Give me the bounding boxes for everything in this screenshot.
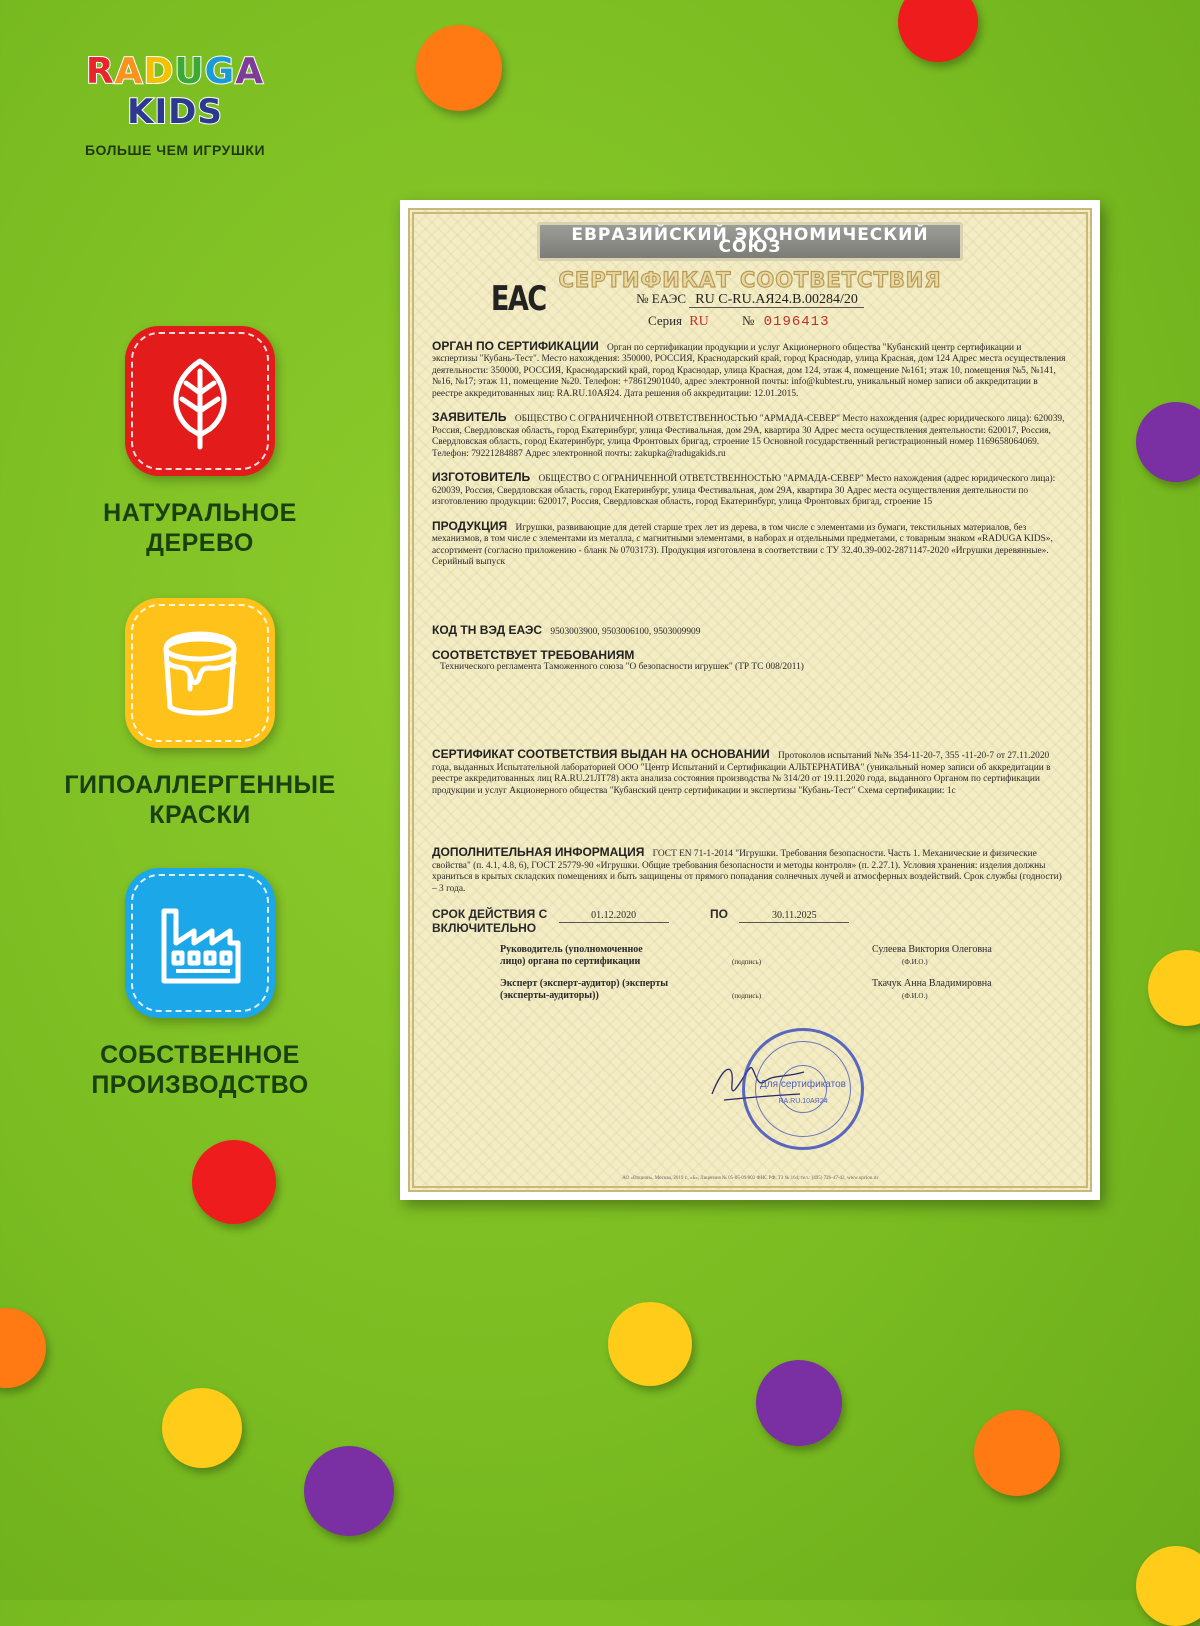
blank-number: 0196413 bbox=[763, 314, 830, 330]
blank-no-label: № bbox=[742, 313, 755, 328]
signature-expert bbox=[432, 978, 1068, 1004]
confetti-dot bbox=[1136, 402, 1200, 482]
stamp-code-text: RA.RU.10АЯ24 bbox=[778, 1098, 828, 1105]
confetti-dot bbox=[192, 1140, 276, 1224]
section-heading: КОД ТН ВЭД ЕАЭС bbox=[432, 622, 543, 637]
section-heading: ДОПОЛНИТЕЛЬНАЯ ИНФОРМАЦИЯ bbox=[432, 845, 645, 859]
valid-from-date: 01.12.2020 bbox=[559, 910, 669, 923]
section-text: ОБЩЕСТВО С ОГРАНИЧЕННОЙ ОТВЕТСТВЕННОСТЬЮ "АРМАДА-СЕВЕР" Место нахождения (адрес юридического лица): 620039, Россия, Свердловская область, город Екатеринбург, улица Фестивальная, дом 29А, квартира 30 Адрес места осуществления деятельности по изготовлению продукции: 620017, Россия, Свердловская область, город Екатеринбург, улица Фронтовых бригад, строение 15 bbox=[432, 474, 1056, 507]
logo-word-kids: KIDS bbox=[127, 92, 223, 132]
section-requirements bbox=[432, 650, 1068, 673]
valid-inclusive-label: ВКЛЮЧИТЕЛЬНО bbox=[432, 920, 537, 935]
section-text: Орган по сертификации продукции и услуг Акционерного общества "Кубанский центр сертификации и экспертизы "Кубань-Тест". Место нахождения: 350000, РОССИЯ, Краснодарский край, город Краснодар, улица Красная, дом 124 Адрес места осуществления деятельности: 350000, РОССИЯ, Краснодарский край, город Краснодар, улица Красная, дом 124, этаж 4, помещение №161; этаж 10, помещения №5, №141, №16, №17; этаж 11, помещение №20. Телефон: +78612901040, адрес электронной почты: info@kubtest.ru, уникальный номер записи об аккредитации в реестре аккредитованных лиц: RA.RU.10АЯ24. Дата решения об аккредитации: 12.01.2015. bbox=[432, 342, 1066, 399]
signature-head bbox=[432, 944, 1068, 970]
logo-word-raduga: RADUGA bbox=[85, 51, 265, 92]
series-value: RU bbox=[689, 314, 709, 329]
union-banner: ЕВРАЗИЙСКИЙ ЭКОНОМИЧЕСКИЙ СОЮЗ bbox=[537, 222, 963, 261]
feature-label-line: ГИПОАЛЛЕРГЕННЫЕ bbox=[64, 771, 336, 799]
paint-bucket-icon bbox=[150, 623, 250, 723]
fio-caption: (Ф.И.О.) bbox=[902, 992, 928, 1000]
spacer bbox=[432, 797, 1068, 835]
confetti-dot bbox=[1136, 1546, 1200, 1626]
eac-mark: ЕАС bbox=[490, 279, 546, 319]
feature-badge bbox=[125, 868, 275, 1018]
factory-icon bbox=[150, 893, 250, 993]
section-heading: ПРОДУКЦИЯ bbox=[432, 518, 508, 533]
section-text: Технического регламента Таможенного союза "О безопасности игрушек" (ТР ТС 008/2011) bbox=[440, 661, 804, 672]
section-heading: СООТВЕТСТВУЕТ ТРЕБОВАНИЯМ bbox=[432, 648, 635, 662]
confetti-dot bbox=[974, 1410, 1060, 1496]
valid-to-label: ПО bbox=[709, 907, 728, 921]
feature-label bbox=[30, 1040, 370, 1100]
certification-stamp bbox=[742, 1028, 864, 1150]
confetti-dot bbox=[898, 0, 978, 62]
feature-badge bbox=[125, 326, 275, 476]
printer-footer: АО «Опцион», Москва, 2019 г., «Б», Лицензия № 05-05-09/003 ФНС РФ, ТЗ № 164; тел.: (495) 726-47-42, www.opcion.ru bbox=[622, 1175, 878, 1181]
stamp-graphic bbox=[745, 1031, 861, 1147]
section-text: ОБЩЕСТВО С ОГРАНИЧЕННОЙ ОТВЕТСТВЕННОСТЬЮ "АРМАДА-СЕВЕР" Место нахождения (адрес юридического лица): 620039, Россия, Свердловская область, город Екатеринбург, улица Фестивальная, дом 29А, квартира 30 Адрес места осуществления деятельности: 620017, Россия, Свердловская область, город Екатеринбург, улица Фронтовых бригад, строение 15 Основной государственный регистрационный номер 1169658064069. Телефон: 79221284887 Адрес электронной почты: zakupka@radugakids.ru bbox=[432, 414, 1065, 459]
spacer bbox=[432, 569, 1068, 613]
section-hs-code bbox=[432, 622, 1068, 639]
signature-caption: (подпись) bbox=[732, 992, 762, 1000]
number-label: № ЕАЭС bbox=[636, 290, 687, 306]
feature-label-line: ДЕРЕВО bbox=[146, 529, 254, 557]
feature-label-line: СОБСТВЕННОЕ bbox=[100, 1041, 300, 1069]
section-manufacturer bbox=[432, 472, 1068, 509]
feature-own-production bbox=[30, 868, 370, 1100]
signer-role: Эксперт (эксперт-аудитор) (эксперты (эксперты-аудиторы)) bbox=[500, 978, 669, 1001]
signer-name: Ткачук Анна Владимировна bbox=[872, 978, 992, 989]
section-text: 9503003900, 9503006100, 9503009909 bbox=[550, 626, 701, 637]
section-heading: СЕРТИФИКАТ СООТВЕТСТВИЯ ВЫДАН НА ОСНОВАНИИ bbox=[432, 747, 770, 761]
brand-tagline: БОЛЬШЕ ЧЕМ ИГРУШКИ bbox=[84, 142, 266, 158]
feature-label-line: НАТУРАЛЬНОЕ bbox=[103, 499, 297, 527]
spacer bbox=[432, 673, 1068, 737]
section-certification-body bbox=[432, 338, 1068, 401]
feature-label bbox=[30, 770, 370, 830]
valid-to-date: 30.11.2025 bbox=[739, 910, 849, 923]
confetti-dot bbox=[162, 1388, 242, 1468]
series-line bbox=[648, 315, 1068, 329]
signer-name: Сулеева Виктория Олеговна bbox=[872, 944, 992, 955]
section-applicant bbox=[432, 412, 1068, 460]
valid-from-label: СРОК ДЕЙСТВИЯ С bbox=[432, 907, 548, 921]
series-label: Серия bbox=[648, 313, 683, 328]
fio-caption: (Ф.И.О.) bbox=[902, 958, 928, 966]
section-basis bbox=[432, 749, 1068, 797]
certificate-number: RU C-RU.АЯ24.В.00284/20 bbox=[689, 292, 864, 308]
certificate-title: СЕРТИФИКАТ СООТВЕТСТВИЯ bbox=[558, 268, 942, 292]
section-heading: ОРГАН ПО СЕРТИФИКАЦИИ bbox=[432, 338, 599, 353]
validity-period bbox=[432, 909, 1068, 934]
confetti-dot bbox=[304, 1446, 394, 1536]
section-text: ГОСТ EN 71-1-2014 "Игрушки. Требования безопасности. Часть 1. Механические и физические свойства" (п. 4.1, 4.8, 6), ГОСТ 25779-90 «Игрушки. Общие требования безопасности и методы контроля» (п. 2.27.1). Условия хранения: изделия должны храниться в крытых складских помещениях и быть защищены от прямого попадания солнечных лучей и атмосферных воздействий. Срок службы (годности) – 3 года. bbox=[432, 849, 1062, 894]
leaf-icon bbox=[150, 351, 250, 451]
confetti-dot bbox=[756, 1360, 842, 1446]
section-product bbox=[432, 518, 1068, 569]
signature-caption: (подпись) bbox=[732, 958, 762, 966]
confetti-dot bbox=[0, 1308, 46, 1388]
stamp-inner-text: Для сертификатов bbox=[760, 1079, 846, 1090]
brand-logo bbox=[60, 52, 290, 158]
feature-label-line: КРАСКИ bbox=[149, 801, 251, 829]
feature-label-line: ПРОИЗВОДСТВО bbox=[91, 1071, 309, 1099]
section-text: Игрушки, развивающие для детей старше трех лет из дерева, в том числе с элементами из бумаги, текстильных материалов, без механизмов, в том числе с элементами из металла, с магнитными элементами, в наборах и отдельными предметами, с товарным знаком «RADUGA KIDS», ассортимент (согласно приложению - бланк № 0703173). Продукция изготовлена в соответствии с ТУ 32.40.39-002-2871147-2020 «Игрушки деревянные». Серийный выпуск bbox=[432, 522, 1053, 567]
feature-hypoallergenic-paint bbox=[30, 598, 370, 830]
section-heading: ИЗГОТОВИТЕЛЬ bbox=[432, 470, 531, 484]
signer-role: Руководитель (уполномоченное лицо) органа по сертификации bbox=[500, 944, 643, 967]
feature-natural-wood bbox=[30, 326, 370, 558]
section-heading: ЗАЯВИТЕЛЬ bbox=[432, 410, 507, 424]
feature-label bbox=[30, 498, 370, 558]
confetti-dot bbox=[1148, 950, 1200, 1026]
confetti-dot bbox=[608, 1302, 692, 1386]
confetti-dot bbox=[416, 25, 502, 111]
feature-badge bbox=[125, 598, 275, 748]
section-additional-info bbox=[432, 847, 1068, 895]
certificate-document bbox=[400, 200, 1100, 1200]
section-text: Протоколов испытаний №№ 354-11-20-7, 355 -11-20-7 от 27.11.2020 года, выданных Испытательной лабораторией ООО "Центр Испытаний и Сертификации АЛЬТЕРНАТИВА" (уникальный номер записи об аккредитации в реестре аккредитованных лиц RA.RU.21ЛТ78) акта анализа состояния производства № 314/20 от 19.11.2020 года, выданного Органом по сертификации продукции и услуг Акционерного общества "Кубанский центр сертификации и экспертизы "Кубань-Тест" Схема сертификации: 1с bbox=[432, 751, 1051, 796]
